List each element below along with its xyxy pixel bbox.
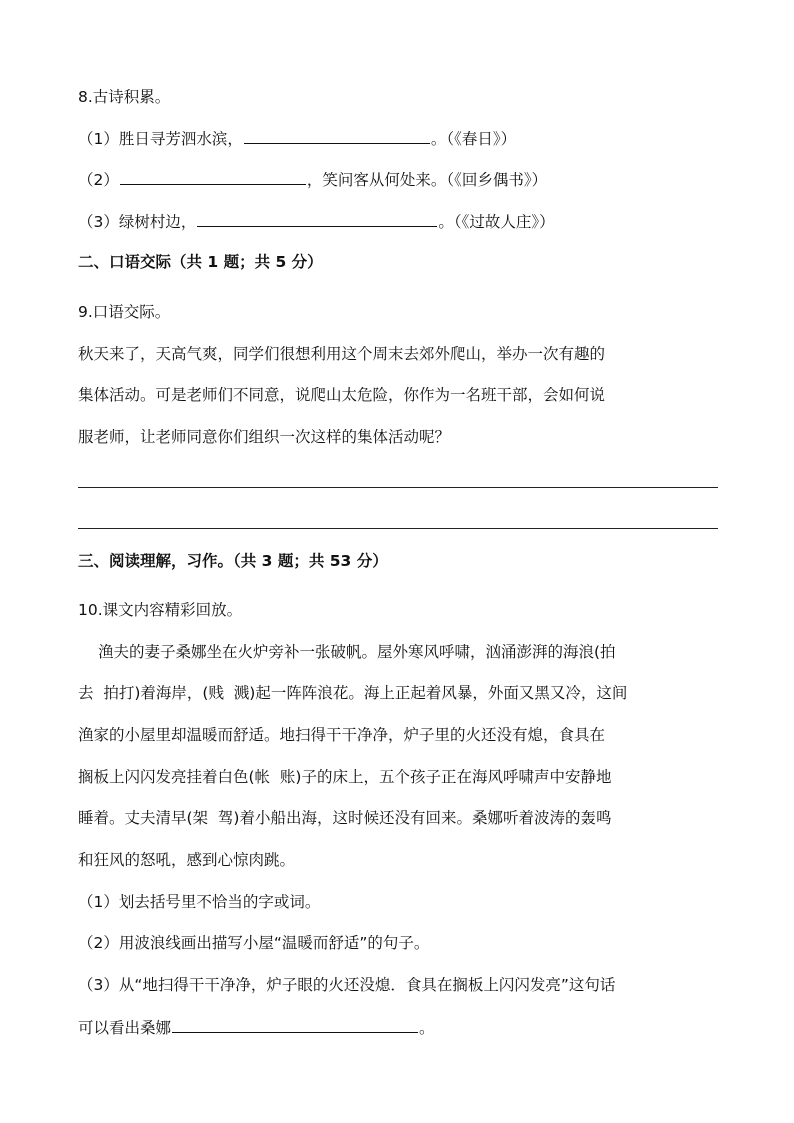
answer-line-1[interactable] <box>78 487 718 488</box>
q8-3-prefix: （3）绿树村边， <box>78 213 197 231</box>
q8-3-suffix: 。（《过故人庄》） <box>438 213 555 231</box>
passage-line: 睡着。丈夫清早(架 驾)着小船出海，这时候还没有回来。桑娜听着波涛的轰鸣 <box>78 809 612 827</box>
q8-2-answer-blank[interactable] <box>120 168 306 185</box>
passage-line: 去 拍打)着海岸，(贱 溅)起一阵阵浪花。海上正起着风暴，外面又黑又冷，这间 <box>78 684 628 702</box>
passage-line: 和狂风的怒吼，感到心惊肉跳。 <box>78 851 296 869</box>
q10-3-answer-blank[interactable] <box>172 1016 418 1033</box>
section-2-heading: 二、口语交际（共 1 题；共 5 分） <box>78 253 323 271</box>
question-10-sub-1: （1）划去括号里不恰当的字或词。 <box>78 893 321 911</box>
answer-line-2[interactable] <box>78 528 718 529</box>
question-10-sub-3-line-2 <box>78 1016 435 1039</box>
question-10-sub-3-line-1: （3）从“地扫得干干净净，炉子眼的火还没熄．食具在搁板上闪闪发亮”这句话 <box>78 976 616 994</box>
question-9-text-line-3: 服老师，让老师同意你们组织一次这样的集体活动呢？ <box>78 428 451 446</box>
question-9-text-line-1: 秋天来了，天高气爽，同学们很想利用这个周末去郊外爬山，举办一次有趣的 <box>78 345 606 363</box>
q8-3-answer-blank[interactable] <box>197 210 437 227</box>
q10-3-suffix: 。 <box>419 1019 435 1037</box>
q8-1-suffix: 。（《春日》） <box>430 130 517 148</box>
passage-line: 渔夫的妻子桑娜坐在火炉旁补一张破帆。屋外寒风呼啸，汹涌澎湃的海浪(拍 <box>98 643 616 661</box>
q8-1-answer-blank[interactable] <box>244 127 430 144</box>
section-3-heading: 三、阅读理解，习作。（共 3 题；共 53 分） <box>78 552 388 570</box>
passage-line: 搁板上闪闪发亮挂着白色(帐 账)子的床上，五个孩子正在海风呼啸声中安静地 <box>78 768 612 786</box>
question-10-title: 10.课文内容精彩回放。 <box>78 601 243 619</box>
question-8-line-1 <box>78 127 516 150</box>
question-9-text-line-2: 集体活动。可是老师们不同意，说爬山太危险，你作为一名班干部，会如何说 <box>78 386 606 404</box>
q10-3-prefix: 可以看出桑娜 <box>78 1019 172 1037</box>
q8-2-suffix: ，笑问客从何处来。（《回乡偶书》） <box>306 171 548 189</box>
question-8-line-3 <box>78 210 555 233</box>
q8-2-prefix: （2） <box>78 171 119 189</box>
question-8-title: 8.古诗积累。 <box>78 88 171 106</box>
passage-line: 渔家的小屋里却温暖而舒适。地扫得干干净净，炉子里的火还没有熄，食具在 <box>78 726 606 744</box>
question-9-title: 9.口语交际。 <box>78 303 171 321</box>
q8-1-prefix: （1）胜日寻芳泗水滨， <box>78 130 243 148</box>
question-8-line-2 <box>78 168 547 191</box>
question-10-sub-2: （2）用波浪线画出描写小屋“温暖而舒适”的句子。 <box>78 934 430 952</box>
